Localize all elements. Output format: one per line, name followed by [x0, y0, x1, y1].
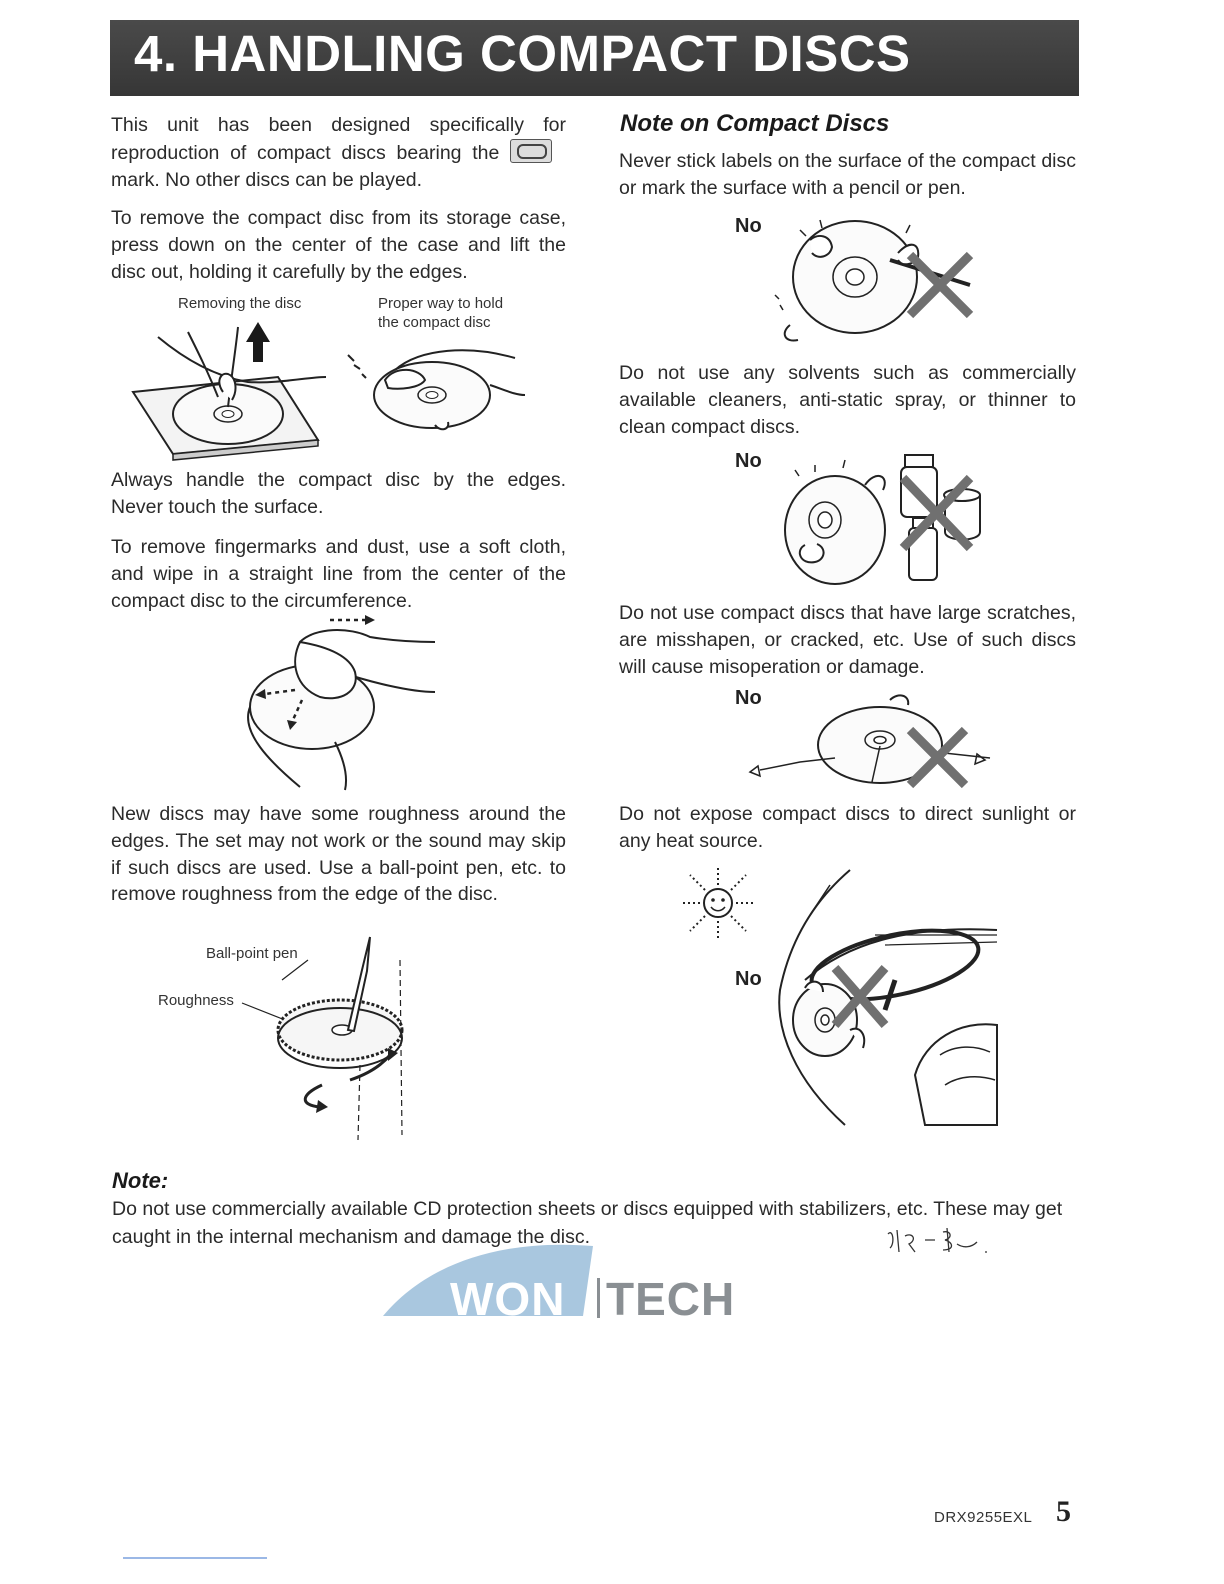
- no-solvents-illustration: [765, 450, 990, 590]
- note-title: Note:: [112, 1168, 169, 1193]
- no-heat-car-illustration: [775, 870, 1005, 1130]
- intro-text-tail: mark. No other discs can be played.: [111, 168, 423, 191]
- proper-hold-illustration: [340, 340, 530, 435]
- roughness-paragraph: New discs may have some roughness around the edges. The set may not work or the sound may skip if such discs are used. Use a ball-point pen, etc. to remove roughness from the edge of the disc.: [111, 803, 566, 906]
- note-text: Do not use commercially available CD protection sheets or discs equipped with stabilizers, etc. These may get caught in the internal mechanism and damage the disc.: [112, 1198, 1063, 1248]
- caption-proper-hold-2: the compact disc: [378, 314, 491, 331]
- handwritten-scribble: [885, 1226, 995, 1256]
- wipe-paragraph: To remove fingermarks and dust, use a soft cloth, and wipe in a straight line from the center of the compact disc to the circumference.: [111, 536, 566, 612]
- caption-removing-disc: Removing the disc: [178, 295, 302, 312]
- label-roughness: Roughness: [158, 992, 234, 1009]
- no-label-2: No: [735, 450, 762, 472]
- note-compact-discs-heading: Note on Compact Discs: [620, 110, 890, 137]
- watermark-text-tech: TECH: [606, 1273, 736, 1325]
- intro-paragraph: [111, 112, 566, 193]
- sunlight-paragraph: Do not expose compact discs to direct sunlight or any heat source.: [619, 803, 1076, 852]
- no-labels-illustration: [770, 215, 985, 350]
- sun-icon: [678, 865, 758, 940]
- no-label-4: No: [735, 968, 762, 990]
- remove-disc-paragraph: To remove the compact disc from its storage case, press down on the center of the case and lift the disc out, holding it carefully by the edges.: [111, 207, 566, 283]
- no-label-3: No: [735, 687, 762, 709]
- no-label-1: No: [735, 215, 762, 237]
- ball-point-pen-illustration: [230, 935, 420, 1145]
- watermark-text-won: WON: [450, 1273, 566, 1325]
- title-bar: [110, 20, 1079, 96]
- watermark-divider: [597, 1278, 600, 1318]
- wipe-disc-illustration: [240, 612, 440, 792]
- footer-rule: [123, 1557, 267, 1559]
- caption-proper-hold-1: Proper way to hold: [378, 295, 504, 312]
- compact-disc-logo-icon: [510, 139, 552, 163]
- scratches-paragraph: Do not use compact discs that have large scratches, are misshapen, or cracked, etc. Use of such discs will cause misoperation or damage.: [619, 602, 1076, 678]
- solvents-paragraph: Do not use any solvents such as commercially available cleaners, anti-static spray, or thinner to clean compact discs.: [619, 362, 1076, 438]
- page-title: 4. HANDLING COMPACT DISCS: [134, 25, 911, 82]
- footer-page-number: 5: [1056, 1495, 1071, 1528]
- removing-disc-illustration: [128, 322, 328, 457]
- label-ball-point-pen: Ball-point pen: [206, 945, 298, 962]
- intro-text: This unit has been designed specifically for reproduction of compact discs bearing the: [111, 114, 566, 164]
- handle-edges-paragraph: Always handle the compact disc by the edges. Never touch the surface.: [111, 469, 566, 518]
- labels-paragraph: Never stick labels on the surface of the compact disc or mark the surface with a pencil or pen.: [619, 150, 1076, 199]
- footer-model-number: DRX9255EXL: [934, 1509, 1033, 1526]
- no-scratched-disc-illustration: [740, 690, 1000, 790]
